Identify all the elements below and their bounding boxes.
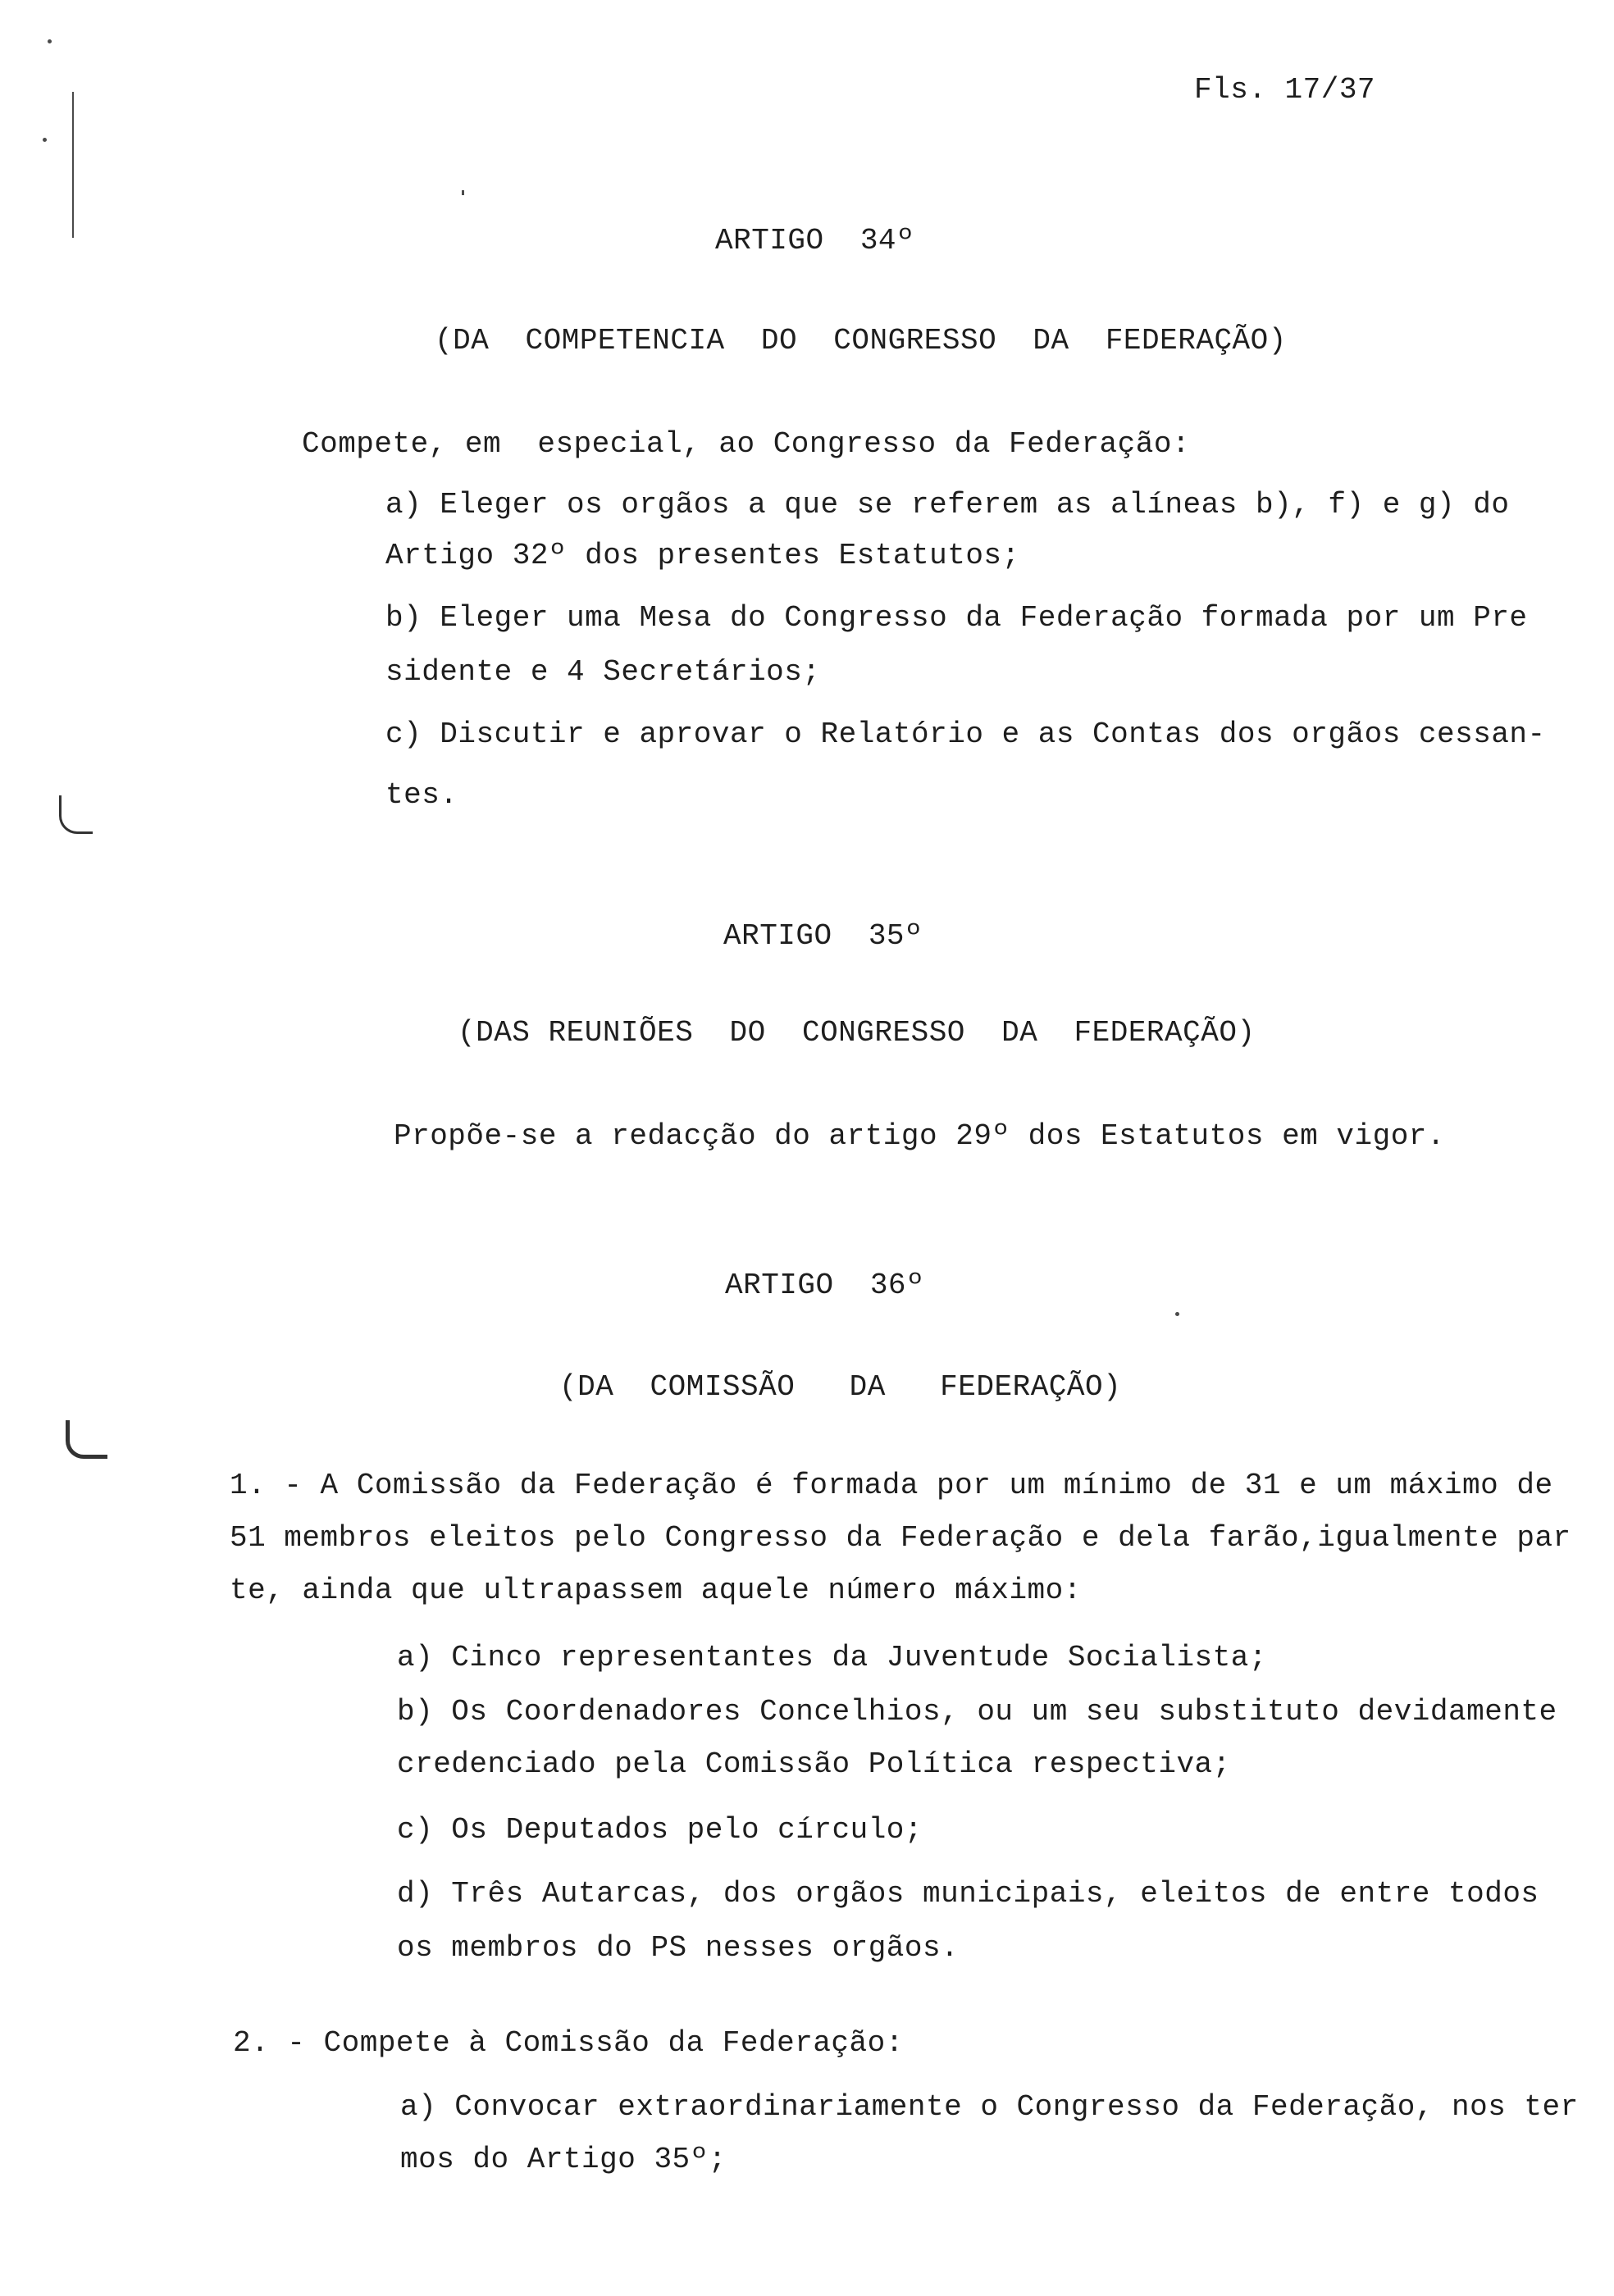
article-34-item-a-line1: a) Eleger os orgãos a que se referem as alíneas b), f) e g) do (385, 488, 1510, 522)
article-35-subtitle: (DAS REUNIÕES DO CONGRESSO DA FEDERAÇÃO) (458, 1016, 1256, 1050)
article-34-item-b-line2: sidente e 4 Secretários; (385, 655, 821, 689)
left-margin-line (72, 92, 74, 238)
article-34-item-c-line2: tes. (385, 778, 458, 812)
article-36-item-d-line2: os membros do PS nesses orgãos. (397, 1931, 960, 1965)
article-36-item-b-line1: b) Os Coordenadores Concelhios, ou um seu substituto devidamente (397, 1695, 1557, 1729)
article-36-item-a: a) Cinco representantes da Juventude Socialista; (397, 1641, 1267, 1674)
binding-mark (59, 795, 93, 834)
scan-dot (48, 39, 52, 43)
article-36-title: ARTIGO 36º (725, 1269, 925, 1302)
article-36-para2: 2. - Compete à Comissão da Federação: (233, 2026, 904, 2060)
article-34-subtitle: (DA COMPETENCIA DO CONGRESSO DA FEDERAÇÃO) (435, 324, 1287, 358)
article-34-item-b-line1: b) Eleger uma Mesa do Congresso da Federação formada por um Pre (385, 601, 1528, 635)
scan-dot (1175, 1312, 1179, 1316)
article-36-para1-line1: 1. - A Comissão da Federação é formada por um mínimo de 31 e um máximo de (230, 1469, 1553, 1502)
article-36-item-c: c) Os Deputados pelo círculo; (397, 1813, 923, 1847)
article-36-item-b-line2: credenciado pela Comissão Política respectiva; (397, 1747, 1231, 1781)
scan-dot (43, 138, 47, 142)
article-35-title: ARTIGO 35º (723, 919, 923, 953)
binding-mark (66, 1420, 107, 1459)
page-number: Fls. 17/37 (1194, 73, 1376, 107)
article-34-title: ARTIGO 34º (715, 224, 915, 257)
article-34-intro: Compete, em especial, ao Congresso da Federação: (302, 427, 1191, 461)
article-34-item-c-line1: c) Discutir e aprovar o Relatório e as Contas dos orgãos cessan- (385, 718, 1546, 751)
article-34-item-a-line2: Artigo 32º dos presentes Estatutos; (385, 539, 1020, 572)
article-36-para2-item-a-line2: mos do Artigo 35º; (400, 2143, 727, 2176)
article-36-item-d-line1: d) Três Autarcas, dos orgãos municipais, eleitos de entre todos (397, 1877, 1539, 1911)
article-36-para1-line2: 51 membros eleitos pelo Congresso da Federação e dela farão,igualmente par (230, 1521, 1571, 1555)
article-36-para2-item-a-line1: a) Convocar extraordinariamente o Congresso da Federação, nos ter (400, 2090, 1579, 2124)
scan-dot (462, 190, 464, 195)
article-36-subtitle: (DA COMISSÃO DA FEDERAÇÃO) (559, 1370, 1122, 1404)
article-35-body: Propõe-se a redacção do artigo 29º dos Estatutos em vigor. (394, 1119, 1446, 1153)
article-36-para1-line3: te, ainda que ultrapassem aquele número máximo: (230, 1574, 1082, 1607)
